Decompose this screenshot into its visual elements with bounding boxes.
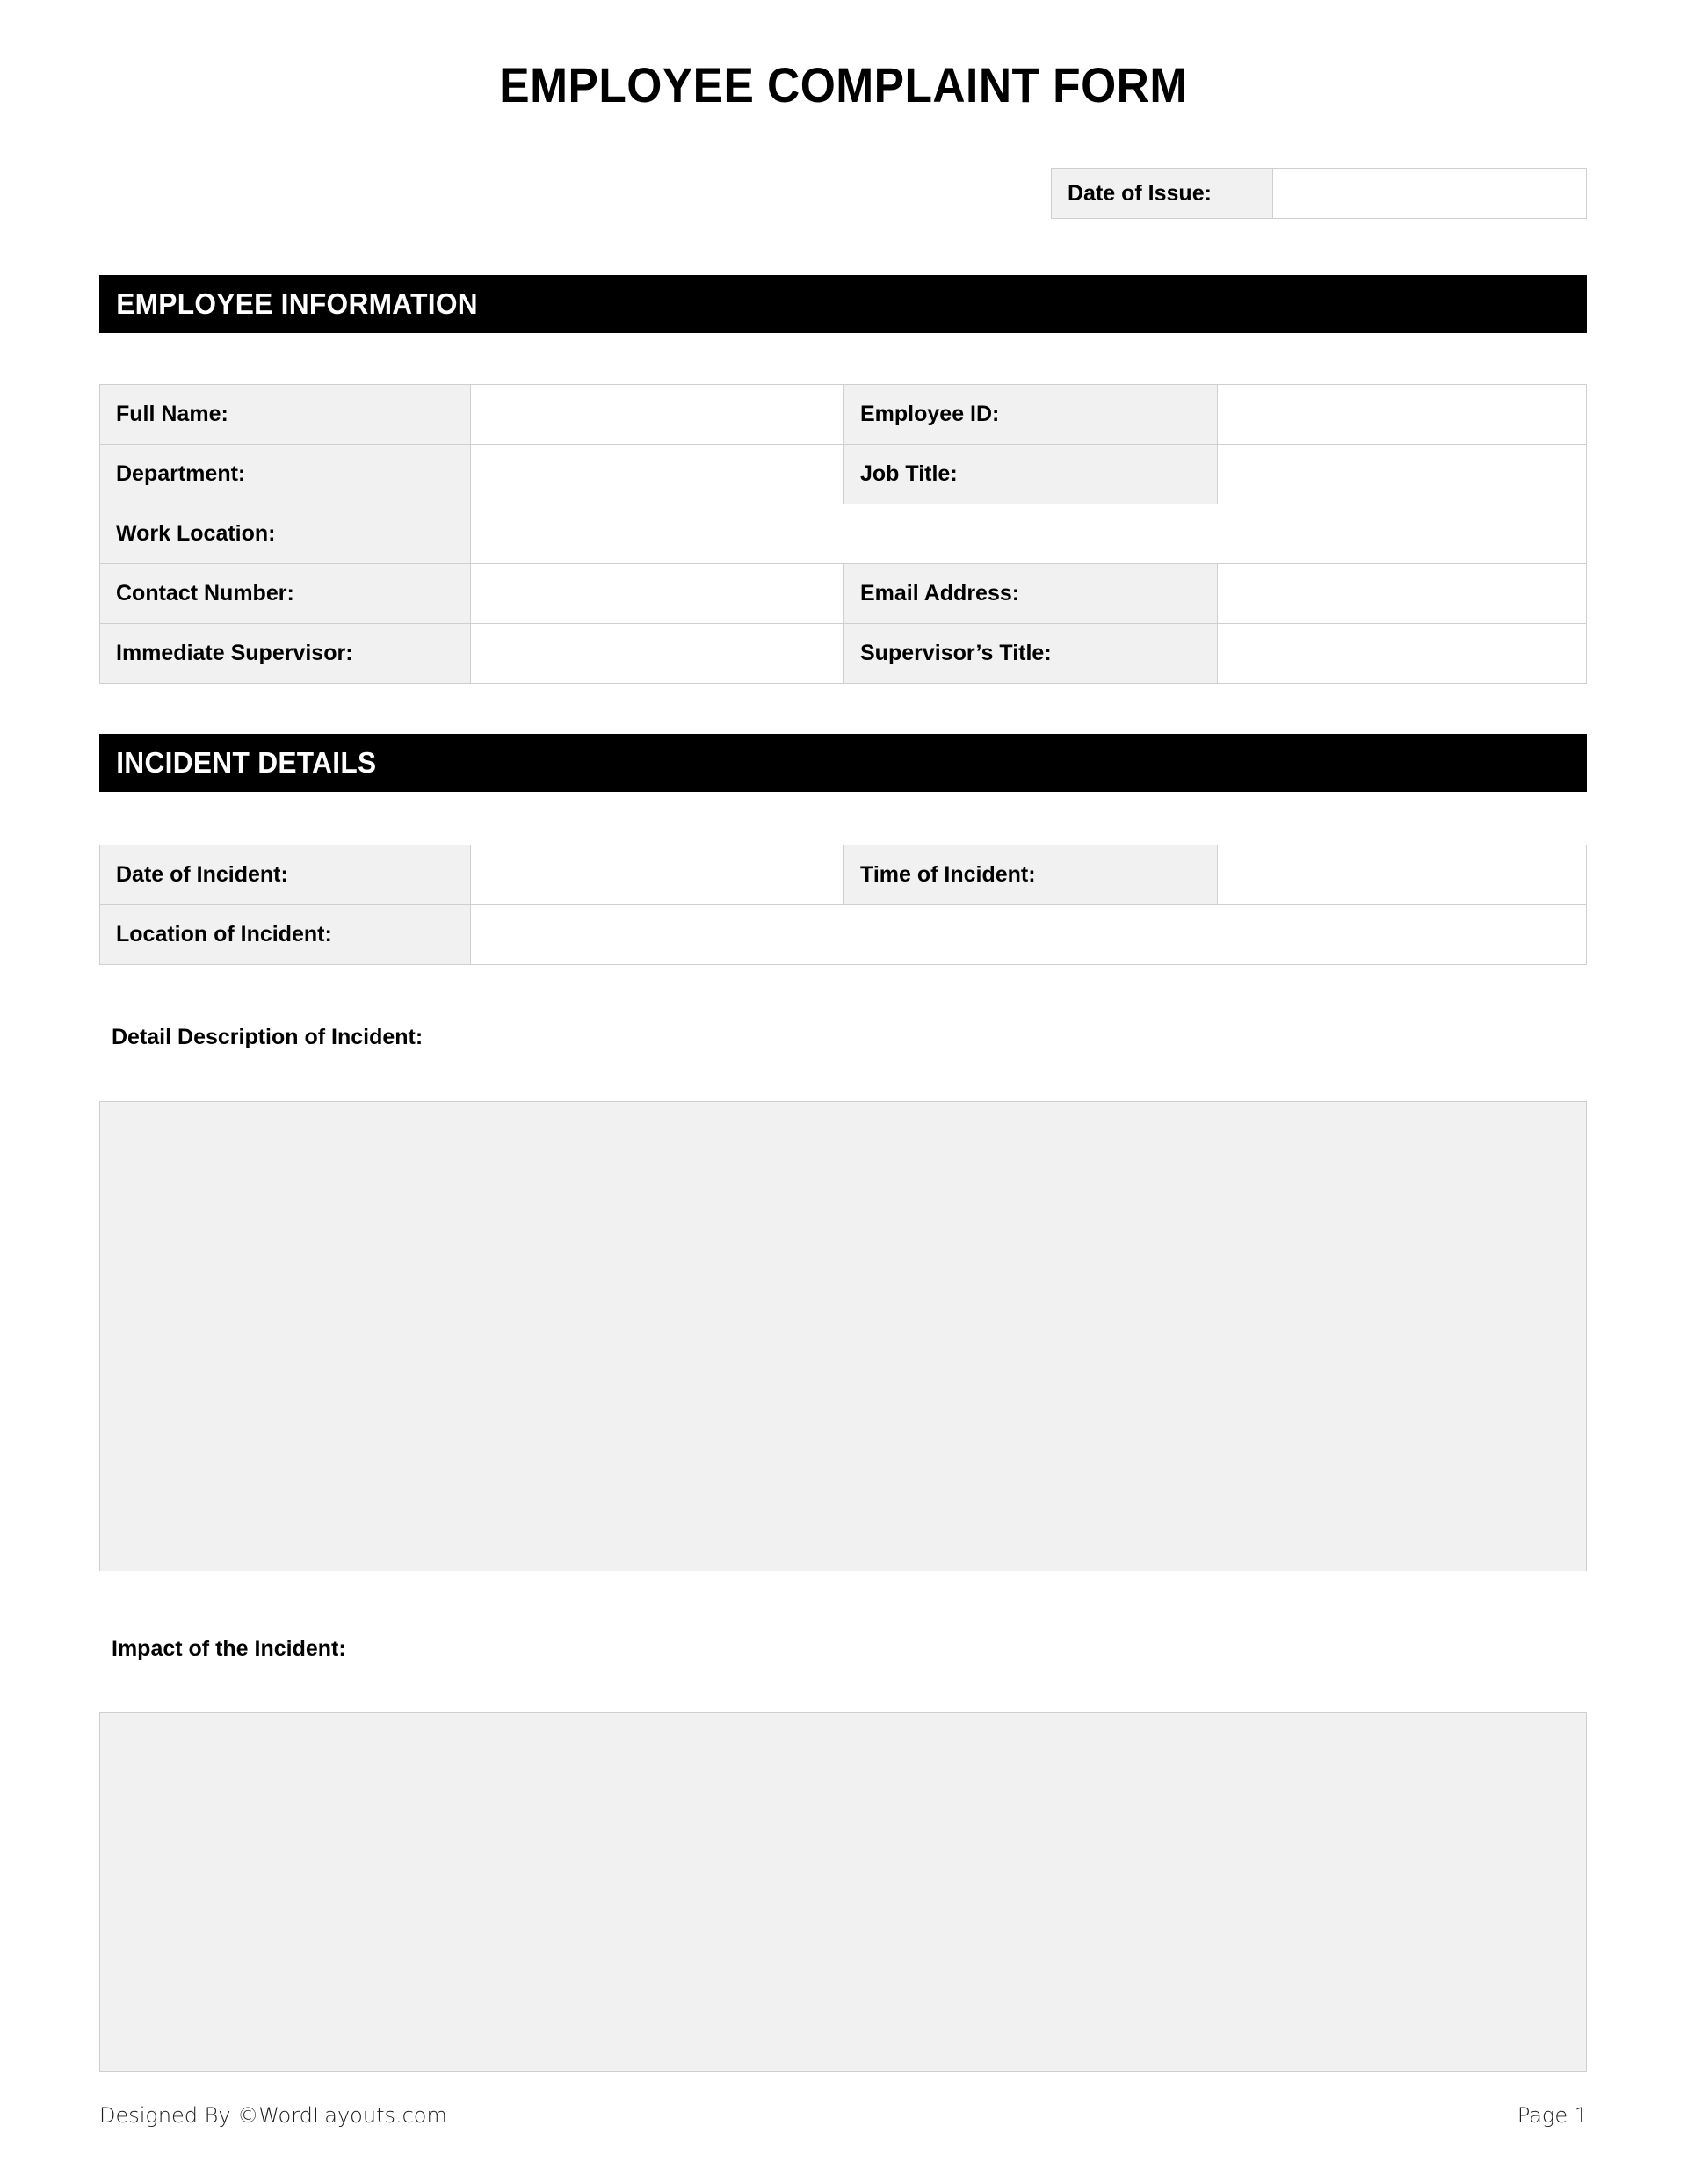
table-row <box>100 385 1587 445</box>
field-input-department[interactable] <box>471 445 844 504</box>
impact-of-incident-label: Impact of the Incident: <box>112 1636 346 1661</box>
footer-attribution: Designed By ©WordLayouts.com <box>99 2103 447 2128</box>
date-of-issue-field <box>1051 168 1587 219</box>
table-row <box>100 905 1587 965</box>
date-of-issue-label: Date of Issue: <box>1052 169 1273 218</box>
field-input-location-of-incident[interactable] <box>471 905 1587 965</box>
table-row <box>100 504 1587 564</box>
field-input-time-of-incident[interactable] <box>1218 845 1587 905</box>
field-label-department: Department: <box>100 445 471 504</box>
page-footer <box>99 2103 1588 2128</box>
field-label-full-name: Full Name: <box>100 385 471 445</box>
section-header-incident-details <box>99 734 1587 792</box>
field-label-immediate-supervisor: Immediate Supervisor: <box>100 624 471 684</box>
field-label-job-title: Job Title: <box>844 445 1218 504</box>
employee-information-table <box>99 384 1587 684</box>
field-input-date-of-incident[interactable] <box>471 845 844 905</box>
section-header-incident-details-label: INCIDENT DETAILS <box>116 746 377 779</box>
detail-description-textarea[interactable] <box>99 1101 1587 1571</box>
field-label-work-location: Work Location: <box>100 504 471 564</box>
table-row <box>100 564 1587 624</box>
section-header-employee-information <box>99 275 1587 333</box>
field-label-location-of-incident: Location of Incident: <box>100 905 471 965</box>
impact-of-incident-textarea[interactable] <box>99 1712 1587 2072</box>
footer-page-number: Page 1 <box>1517 2103 1588 2128</box>
date-of-issue-input[interactable] <box>1273 169 1586 218</box>
field-label-supervisors-title: Supervisor’s Title: <box>844 624 1218 684</box>
field-input-email-address[interactable] <box>1218 564 1587 624</box>
field-input-work-location[interactable] <box>471 504 1587 564</box>
page-title: EMPLOYEE COMPLAINT FORM <box>499 57 1188 112</box>
field-label-employee-id: Employee ID: <box>844 385 1218 445</box>
field-label-date-of-incident: Date of Incident: <box>100 845 471 905</box>
field-label-time-of-incident: Time of Incident: <box>844 845 1218 905</box>
table-row <box>100 845 1587 905</box>
field-input-employee-id[interactable] <box>1218 385 1587 445</box>
section-header-employee-information-label: EMPLOYEE INFORMATION <box>116 287 478 320</box>
table-row <box>100 445 1587 504</box>
table-row <box>100 624 1587 684</box>
incident-details-table <box>99 845 1587 965</box>
field-input-job-title[interactable] <box>1218 445 1587 504</box>
field-input-supervisors-title[interactable] <box>1218 624 1587 684</box>
field-input-full-name[interactable] <box>471 385 844 445</box>
field-input-immediate-supervisor[interactable] <box>471 624 844 684</box>
detail-description-label: Detail Description of Incident: <box>112 1025 424 1049</box>
field-input-contact-number[interactable] <box>471 564 844 624</box>
field-label-contact-number: Contact Number: <box>100 564 471 624</box>
field-label-email-address: Email Address: <box>844 564 1218 624</box>
